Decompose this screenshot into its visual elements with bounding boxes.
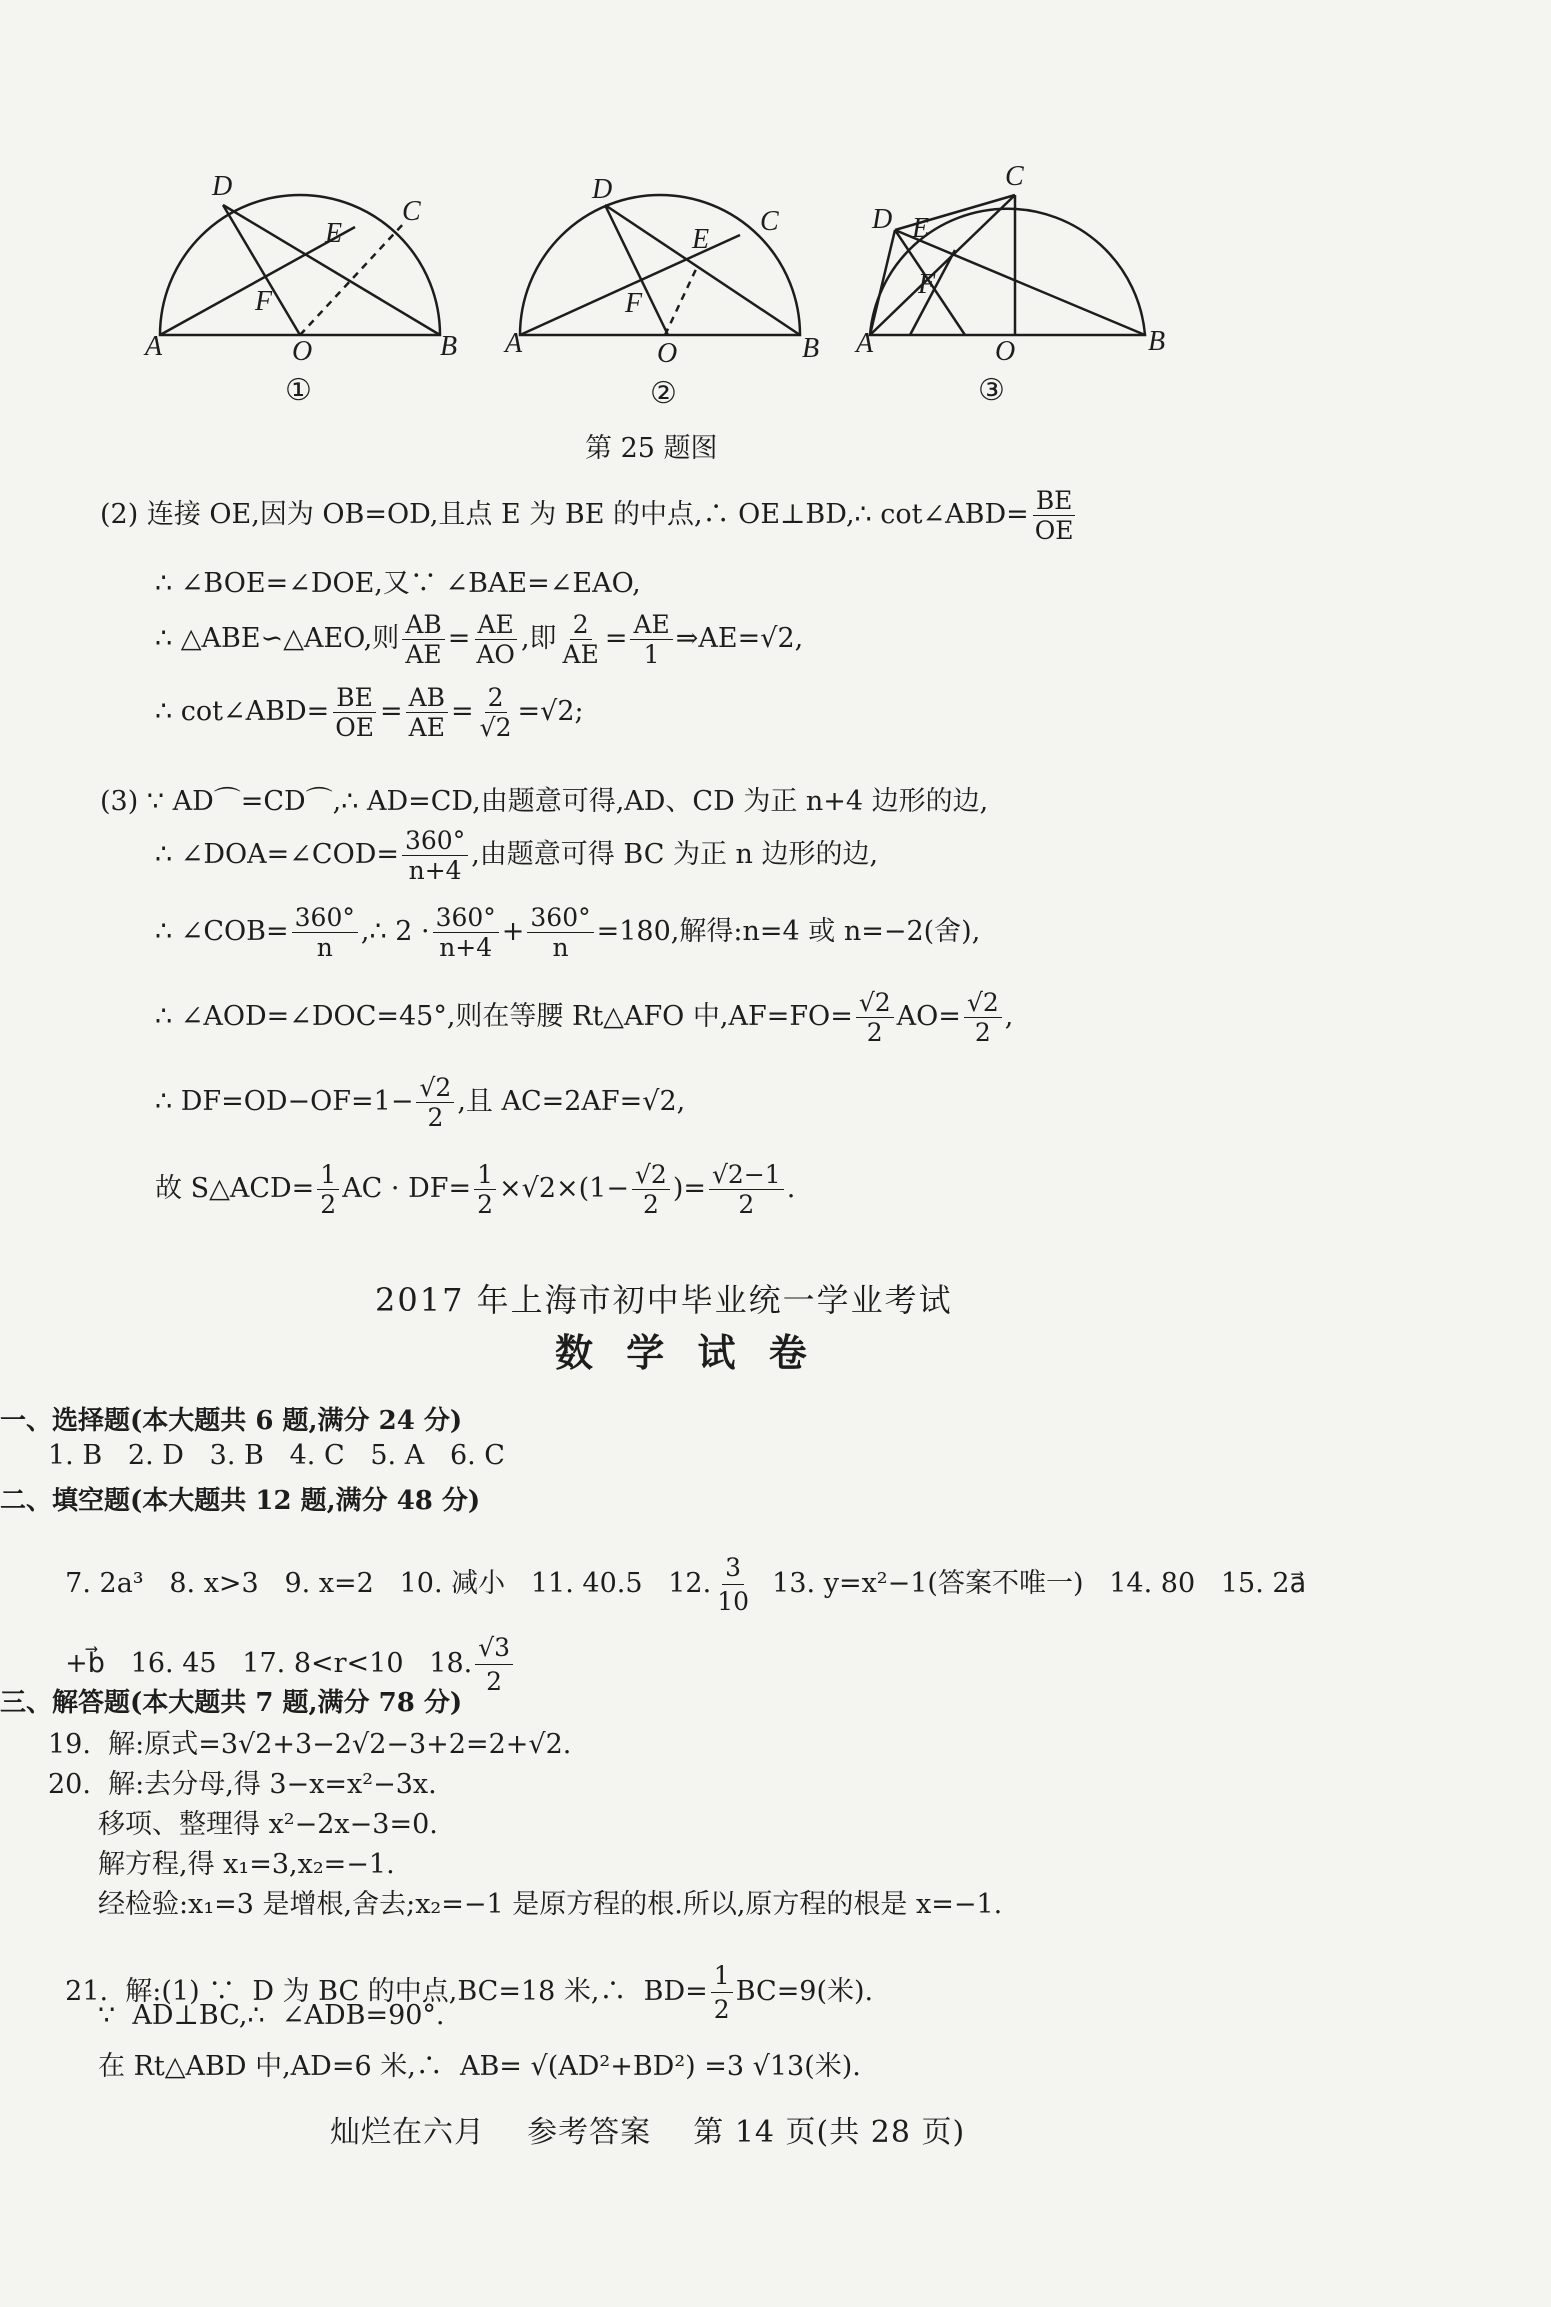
frac-num: BE	[333, 685, 376, 713]
q20-line4: 经检验:x₁=3 是增根,舍去;x₂=−1 是原方程的根.所以,原方程的根是 x=−1.	[98, 1889, 1003, 1920]
fig2-label-f: F	[625, 288, 643, 319]
part3-line4	[155, 990, 1013, 1045]
part2-line3-text: ∴ △ABE∽△AEO,则	[155, 623, 400, 654]
frac-den: 2	[974, 1018, 991, 1047]
part2-line1-frac	[1032, 488, 1077, 543]
fig2-label-d: D	[592, 174, 613, 205]
fig1-number: ①	[285, 374, 312, 407]
frac-num: 1	[711, 1961, 733, 1993]
exam-title: 2017 年上海市初中毕业统一学业考试	[375, 1281, 953, 1319]
fig3-label-a: A	[856, 328, 874, 359]
frac	[416, 1075, 454, 1130]
text: ,∴ 2 ·	[360, 916, 430, 947]
text: ,	[1004, 1001, 1014, 1032]
part2-line3	[155, 612, 803, 667]
text: ∴ ∠AOD=∠DOC=45°,则在等腰 Rt△AFO 中,AF=FO=	[155, 1001, 853, 1032]
fig1-label-b: B	[440, 331, 458, 362]
frac-num: AB	[406, 685, 448, 713]
frac-num: 3	[722, 1553, 744, 1585]
frac-den: 2	[486, 1667, 503, 1696]
frac	[292, 905, 358, 960]
text: AC · DF=	[342, 1173, 472, 1204]
frac-den: AE	[408, 713, 445, 742]
part2-line1-text: (2) 连接 OE,因为 OB=OD,且点 E 为 BE 的中点,∴ OE⊥BD,∴ cot∠ABD=	[100, 499, 1029, 530]
frac-den: 2	[713, 1995, 730, 2024]
text: ∴ ∠COB=	[155, 916, 289, 947]
frac-num: 1	[317, 1162, 339, 1190]
frac-num: AE	[475, 612, 517, 640]
frac	[630, 612, 672, 667]
frac-num: √2	[964, 990, 1002, 1018]
text: ∴ ∠DOA=∠COD=	[155, 839, 399, 870]
frac	[477, 685, 515, 740]
section3-header: 三、解答题(本大题共 7 题,满分 78 分)	[0, 1688, 463, 1718]
figure-panel-1	[160, 195, 440, 335]
plus: +	[501, 916, 525, 947]
text: 故 S△ACD=	[155, 1173, 315, 1204]
frac-num: √2	[856, 990, 894, 1018]
frac-den: 10	[717, 1587, 750, 1616]
frac-den: n+4	[439, 933, 493, 962]
equals: =	[604, 623, 628, 654]
fig1-label-c: C	[402, 196, 421, 227]
text: ⇒AE=√2,	[675, 623, 804, 654]
text: +b⃗ 16. 45 17. 8<r<10 18.	[65, 1648, 473, 1679]
frac-num: AB	[402, 612, 444, 640]
fig2-label-c: C	[760, 206, 779, 237]
text: .	[786, 1173, 796, 1204]
part3-line6	[155, 1162, 795, 1217]
equals: =	[447, 623, 471, 654]
section1-header: 一、选择题(本大题共 6 题,满分 24 分)	[0, 1406, 463, 1436]
frac-num: 360°	[527, 905, 593, 933]
part3-line2	[155, 828, 878, 883]
text: ,由题意可得 BC 为正 n 边形的边,	[471, 839, 879, 870]
frac-num: 2	[485, 685, 507, 713]
text: ,即	[520, 623, 557, 654]
text: ∴ DF=OD−OF=1−	[155, 1086, 414, 1117]
frac-den: √2	[479, 713, 512, 742]
part2-line4	[155, 685, 584, 740]
frac	[632, 1162, 670, 1217]
fig2-label-a: A	[505, 328, 523, 359]
frac-den: n	[316, 933, 333, 962]
frac-num: 360°	[402, 828, 468, 856]
frac	[560, 612, 602, 667]
figure-25	[120, 160, 1220, 464]
part3-line3	[155, 905, 980, 960]
fig2-label-o: O	[657, 338, 678, 369]
text: ,且 AC=2AF=√2,	[457, 1086, 686, 1117]
fig3-number: ③	[978, 374, 1005, 407]
frac	[711, 1961, 733, 2024]
q21-line2: ∵ AD⊥BC,∴ ∠ADB=90°.	[98, 2000, 445, 2031]
fig1-label-d: D	[212, 171, 233, 202]
exam-subtitle: 数 学 试 卷	[555, 1330, 817, 1375]
frac	[964, 990, 1002, 1045]
text: =180,解得:n=4 或 n=−2(舍),	[596, 916, 981, 947]
fig3-label-b: B	[1148, 326, 1166, 357]
frac	[406, 685, 448, 740]
text: =√2;	[517, 696, 584, 727]
text: 7. 2a³ 8. x>3 9. x=2 10. 减小 11. 40.5 12.	[65, 1568, 712, 1599]
fig1-label-o: O	[292, 336, 313, 367]
fig3-label-d: D	[872, 204, 893, 235]
frac-den: AO	[476, 640, 515, 669]
q20-line3: 解方程,得 x₁=3,x₂=−1.	[98, 1849, 395, 1880]
frac-num: √2	[632, 1162, 670, 1190]
frac-den: 2	[866, 1018, 883, 1047]
frac	[433, 905, 499, 960]
frac-num: 360°	[292, 905, 358, 933]
part3-line5	[155, 1075, 685, 1130]
frac	[714, 1553, 752, 1616]
frac	[475, 1633, 513, 1696]
frac-num: √2	[416, 1075, 454, 1103]
frac	[709, 1162, 784, 1217]
text: AO=	[896, 1001, 961, 1032]
frac-num: √2−1	[709, 1162, 784, 1190]
frac-den: 2	[427, 1103, 444, 1132]
frac	[473, 612, 518, 667]
frac-den: 2	[477, 1190, 494, 1219]
frac-num: BE	[1033, 488, 1076, 516]
text: 21. 解:(1) ∵ D 为 BC 的中点,BC=18 米,∴ BD=	[65, 1976, 708, 2007]
frac-den: n	[552, 933, 569, 962]
text: 13. y=x²−1(答案不唯一) 14. 80 15. 2a⃗	[755, 1568, 1307, 1599]
frac-num: √3	[475, 1633, 513, 1665]
fig3-label-o: O	[995, 336, 1016, 367]
frac-den: n+4	[408, 856, 462, 885]
equals: =	[451, 696, 474, 727]
fig1-label-f: F	[255, 286, 273, 317]
page-footer: 灿烂在六月 参考答案 第 14 页(共 28 页)	[330, 2115, 966, 2150]
frac-den: OE	[1034, 516, 1074, 545]
frac-den: 2	[320, 1190, 337, 1219]
frac-den: 2	[738, 1190, 755, 1219]
part2-line2: ∴ ∠BOE=∠DOE,又∵ ∠BAE=∠EAO,	[155, 568, 641, 599]
frac	[402, 828, 468, 883]
fig1-label-a: A	[145, 331, 163, 362]
frac-den: 1	[643, 640, 660, 669]
fig2-number: ②	[650, 377, 677, 410]
section2-header: 二、填空题(本大题共 12 题,满分 48 分)	[0, 1486, 481, 1516]
text: BC=9(米).	[735, 1976, 874, 2007]
figure-caption: 第 25 题图	[585, 433, 718, 464]
frac-num: 1	[474, 1162, 496, 1190]
frac-den: AE	[562, 640, 599, 669]
q21-line3: 在 Rt△ABD 中,AD=6 米,∴ AB= √(AD²+BD²) =3 √13(米).	[98, 2051, 861, 2082]
q20-line2: 移项、整理得 x²−2x−3=0.	[98, 1809, 438, 1840]
frac	[332, 685, 377, 740]
fig3-label-e: E	[912, 213, 930, 244]
q20-line1: 20. 解:去分母,得 3−x=x²−3x.	[48, 1769, 437, 1800]
frac	[402, 612, 444, 667]
frac	[856, 990, 894, 1045]
fig2-label-e: E	[692, 224, 710, 255]
frac-den: AE	[405, 640, 442, 669]
part3-line1: (3) ∵ AD⌒=CD⌒,∴ AD=CD,由题意可得,AD、CD 为正 n+4 边形的边,	[100, 786, 989, 817]
fig3-label-c: C	[1005, 161, 1024, 192]
fig3-label-f: F	[918, 269, 936, 300]
fig2-label-b: B	[802, 333, 820, 364]
frac-num: 360°	[433, 905, 499, 933]
frac-den: 2	[642, 1190, 659, 1219]
part2-line1	[100, 488, 1080, 543]
fig1-label-e: E	[325, 218, 343, 249]
frac-num: 2	[570, 612, 592, 640]
frac	[317, 1162, 339, 1217]
frac	[527, 905, 593, 960]
frac-den: OE	[335, 713, 374, 742]
text: ×√2×(1−	[499, 1173, 629, 1204]
text: )=	[672, 1173, 706, 1204]
text: ∴ cot∠ABD=	[155, 696, 330, 727]
equals: =	[379, 696, 403, 727]
frac	[474, 1162, 496, 1217]
frac-num: AE	[630, 612, 672, 640]
section1-answers: 1. B 2. D 3. B 4. C 5. A 6. C	[48, 1440, 505, 1471]
figure-panel-2	[520, 195, 800, 335]
q19: 19. 解:原式=3√2+3−2√2−3+2=2+√2.	[48, 1729, 572, 1760]
